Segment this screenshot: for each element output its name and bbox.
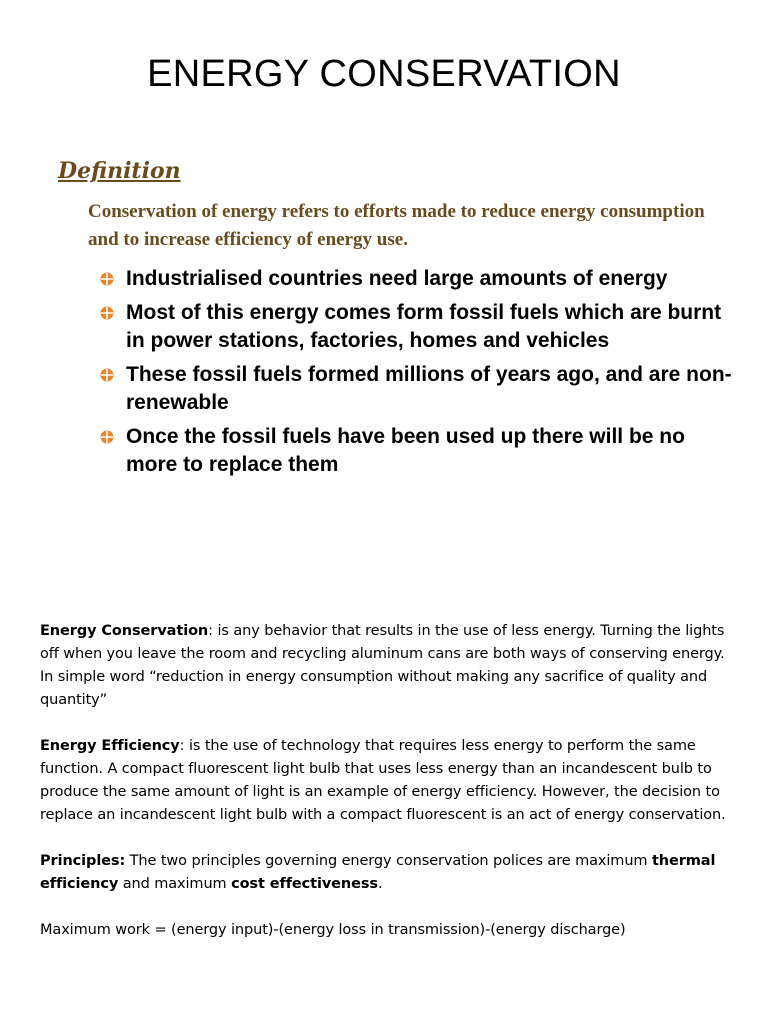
page-title: ENERGY CONSERVATION: [147, 53, 621, 95]
bullet-text: Once the fossil fuels have been used up there will be no more to replace them: [126, 425, 685, 476]
principles-term: Principles:: [40, 853, 126, 869]
principles-cost-effectiveness: cost effectiveness: [231, 876, 378, 892]
notes-section: [40, 620, 740, 942]
conservation-paragraph: [40, 620, 740, 666]
bullet-icon: [100, 430, 114, 444]
principles-text-3: .: [377, 876, 383, 892]
bullet-icon: [100, 368, 114, 382]
principles-thermal-efficiency: thermal efficiency: [40, 853, 716, 892]
conservation-text: : is any behavior that results in the use of less energy. Turning the lights off when you leave the room and recycling aluminum cans are both ways of conserving energy.: [40, 623, 725, 662]
bullet-item: [100, 423, 740, 479]
definition-text: Conservation of energy refers to efforts made to reduce energy consumption and to increase efficiency of energy use.: [88, 201, 705, 250]
simple-word-paragraph: In simple word “reduction in energy consumption without making any sacrifice of quality and quantity”: [40, 669, 708, 708]
principles-text-2: and maximum: [118, 876, 232, 892]
bullet-text: Industrialised countries need large amounts of energy: [126, 267, 668, 290]
bullet-item: [100, 299, 740, 355]
bullet-icon: [100, 272, 114, 286]
conservation-term: Energy Conservation: [40, 623, 209, 639]
definition-heading: Definition: [58, 158, 181, 184]
bullet-list: [100, 265, 740, 485]
bullet-text: Most of this energy comes form fossil fuels which are burnt in power stations, factories, homes and vehicles: [126, 301, 722, 352]
efficiency-text: : is the use of technology that requires less energy to perform the same function. A compact fluorescent light bulb that uses less energy than an incandescent bulb to produce the same amount of light is an example of energy efficiency. However, the decision to replace an incandescent light bulb with a compact fluorescent is an act of energy conservation.: [40, 738, 726, 823]
principles-text-1: The two principles governing energy conservation polices are maximum: [125, 853, 652, 869]
principles-paragraph: [40, 850, 740, 896]
formula-paragraph: Maximum work = (energy input)-(energy loss in transmission)-(energy discharge): [40, 922, 626, 938]
efficiency-term: Energy Efficiency: [40, 738, 180, 754]
bullet-item: [100, 361, 740, 417]
efficiency-paragraph: [40, 735, 740, 827]
bullet-icon: [100, 306, 114, 320]
bullet-item: [100, 265, 740, 293]
bullet-text: These fossil fuels formed millions of years ago, and are non-renewable: [126, 363, 732, 414]
